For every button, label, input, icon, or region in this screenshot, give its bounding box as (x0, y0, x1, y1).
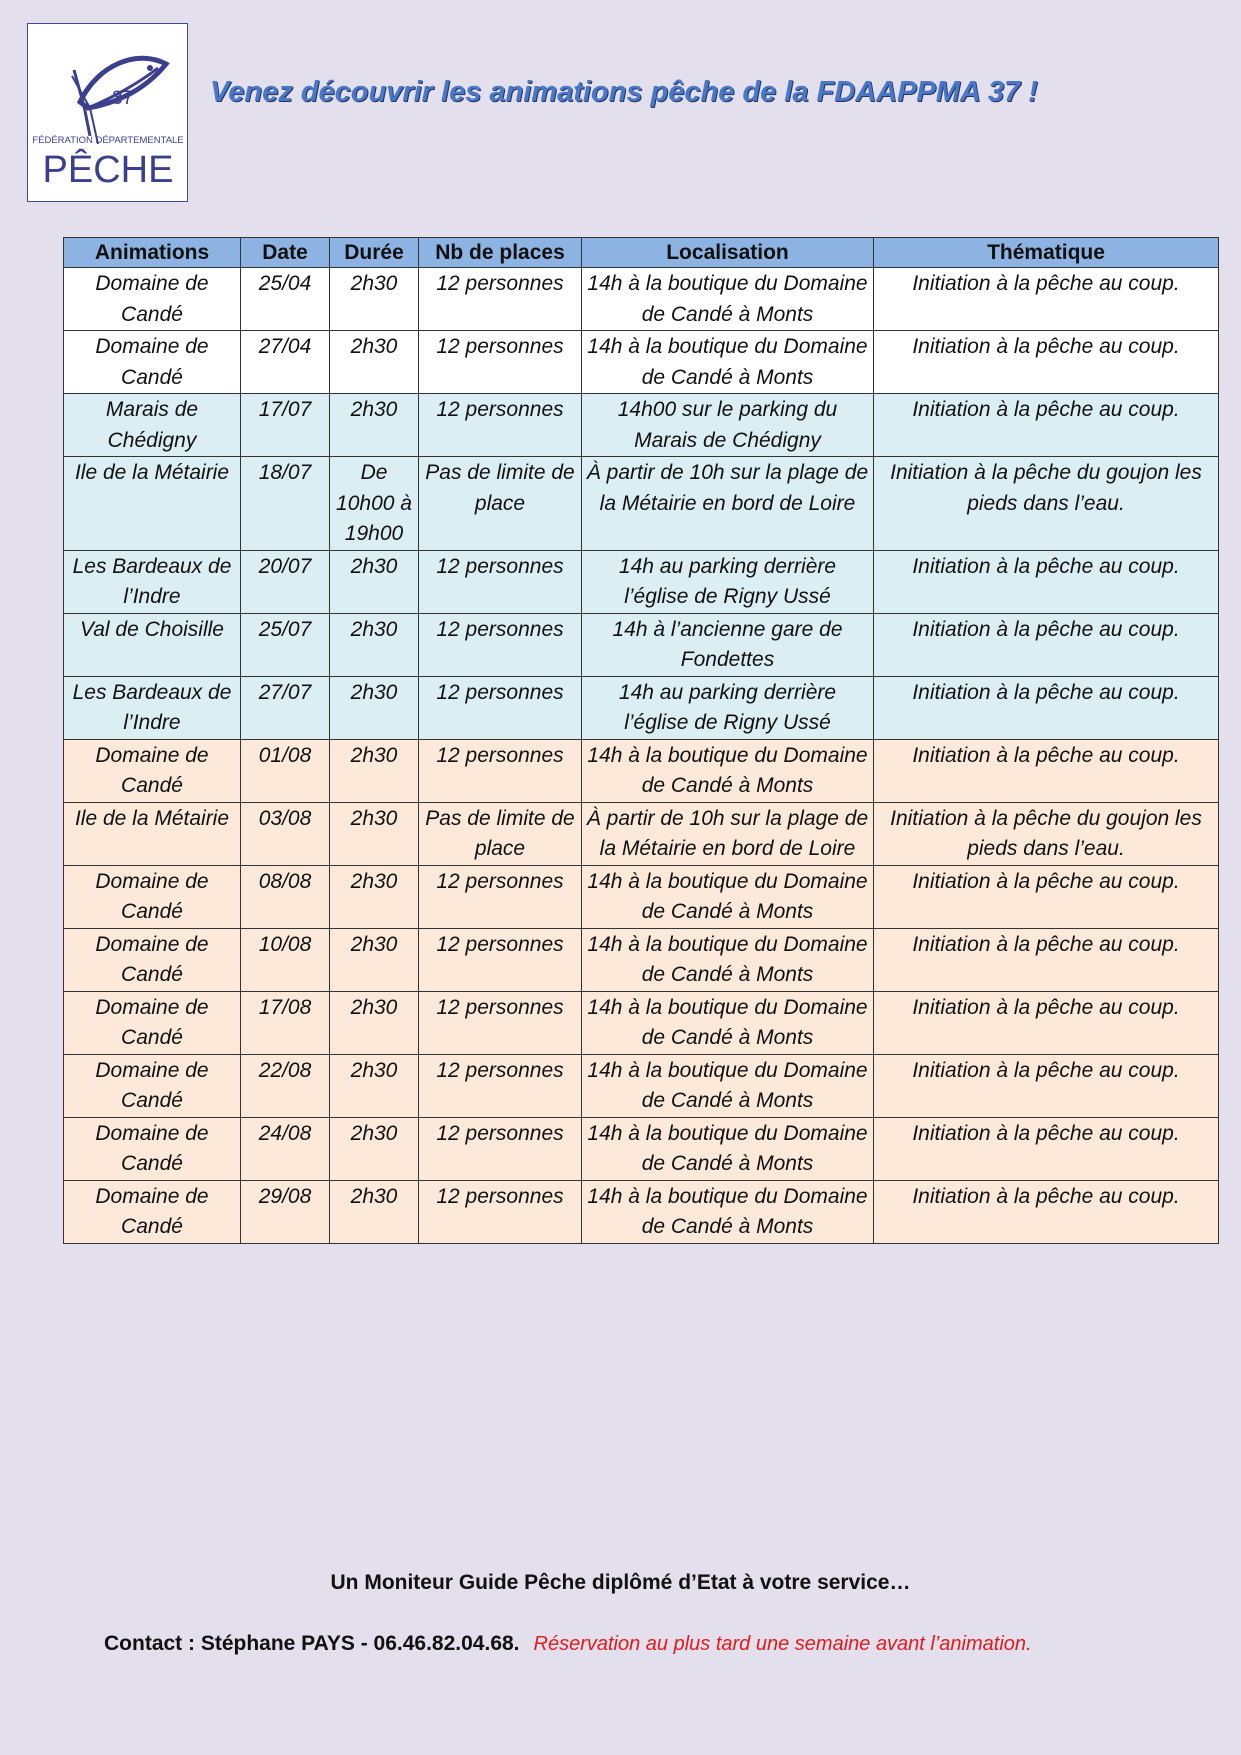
table-row (64, 991, 1219, 1054)
cell-thematique: Initiation à la pêche au coup. (874, 268, 1219, 331)
cell-date: 10/08 (241, 928, 330, 991)
cell-date: 18/07 (241, 457, 330, 551)
cell-animation: Domaine de Candé (64, 331, 241, 394)
cell-localisation: 14h00 sur le parking du Marais de Chédigny (582, 394, 874, 457)
cell-thematique: Initiation à la pêche au coup. (874, 394, 1219, 457)
page-title: Venez découvrir les animations pêche de la FDAAPPMA 37 ! (210, 76, 1038, 108)
cell-duree: De 10h00 à 19h00 (330, 457, 419, 551)
cell-animation: Domaine de Candé (64, 865, 241, 928)
cell-date: 27/07 (241, 676, 330, 739)
cell-places: 12 personnes (419, 268, 582, 331)
table-row (64, 739, 1219, 802)
cell-localisation: 14h à la boutique du Domaine de Candé à Monts (582, 928, 874, 991)
cell-localisation: 14h à la boutique du Domaine de Candé à Monts (582, 1180, 874, 1243)
cell-places: 12 personnes (419, 1117, 582, 1180)
cell-localisation: 14h à la boutique du Domaine de Candé à Monts (582, 1117, 874, 1180)
cell-duree: 2h30 (330, 331, 419, 394)
cell-thematique: Initiation à la pêche au coup. (874, 865, 1219, 928)
cell-thematique: Initiation à la pêche au coup. (874, 991, 1219, 1054)
cell-date: 01/08 (241, 739, 330, 802)
cell-animation: Domaine de Candé (64, 991, 241, 1054)
cell-localisation: 14h au parking derrière l’église de Rigny Ussé (582, 550, 874, 613)
cell-date: 17/07 (241, 394, 330, 457)
cell-places: 12 personnes (419, 991, 582, 1054)
table-row (64, 394, 1219, 457)
cell-animation: Ile de la Métairie (64, 457, 241, 551)
table-header-row (64, 238, 1219, 268)
cell-thematique: Initiation à la pêche au coup. (874, 1180, 1219, 1243)
table-row (64, 1180, 1219, 1243)
cell-duree: 2h30 (330, 865, 419, 928)
logo-number: 37 (112, 88, 134, 109)
cell-duree: 2h30 (330, 394, 419, 457)
cell-date: 08/08 (241, 865, 330, 928)
fish-icon (28, 24, 189, 203)
cell-places: 12 personnes (419, 865, 582, 928)
table-row (64, 928, 1219, 991)
cell-animation: Domaine de Candé (64, 739, 241, 802)
cell-animation: Les Bardeaux de l’Indre (64, 676, 241, 739)
cell-duree: 2h30 (330, 613, 419, 676)
service-line: Un Moniteur Guide Pêche diplômé d’Etat à votre service… (330, 1571, 911, 1594)
header-animations: Animations (64, 238, 241, 268)
animations-table (63, 237, 1219, 1244)
cell-thematique: Initiation à la pêche au coup. (874, 928, 1219, 991)
cell-places: Pas de limite de place (419, 802, 582, 865)
cell-date: 27/04 (241, 331, 330, 394)
cell-thematique: Initiation à la pêche au coup. (874, 550, 1219, 613)
header-thematique: Thématique (874, 238, 1219, 268)
header-duree: Durée (330, 238, 419, 268)
cell-duree: 2h30 (330, 550, 419, 613)
table-row (64, 331, 1219, 394)
federation-logo (27, 23, 188, 202)
table-row (64, 457, 1219, 551)
contact-info: Contact : Stéphane PAYS - 06.46.82.04.68. (104, 1632, 520, 1655)
table-row (64, 1117, 1219, 1180)
table-row (64, 865, 1219, 928)
cell-thematique: Initiation à la pêche au coup. (874, 676, 1219, 739)
cell-places: 12 personnes (419, 394, 582, 457)
header-localisation: Localisation (582, 238, 874, 268)
cell-animation: Les Bardeaux de l’Indre (64, 550, 241, 613)
table-row (64, 676, 1219, 739)
cell-localisation: 14h à l’ancienne gare de Fondettes (582, 613, 874, 676)
cell-date: 03/08 (241, 802, 330, 865)
table-row (64, 1054, 1219, 1117)
cell-thematique: Initiation à la pêche du goujon les pieds dans l’eau. (874, 457, 1219, 551)
cell-animation: Ile de la Métairie (64, 802, 241, 865)
cell-duree: 2h30 (330, 1054, 419, 1117)
logo-word: PÊCHE (42, 149, 174, 191)
cell-thematique: Initiation à la pêche au coup. (874, 739, 1219, 802)
cell-date: 22/08 (241, 1054, 330, 1117)
cell-thematique: Initiation à la pêche au coup. (874, 1117, 1219, 1180)
cell-duree: 2h30 (330, 268, 419, 331)
cell-duree: 2h30 (330, 991, 419, 1054)
cell-animation: Domaine de Candé (64, 1117, 241, 1180)
table-row (64, 268, 1219, 331)
cell-date: 25/07 (241, 613, 330, 676)
cell-date: 25/04 (241, 268, 330, 331)
cell-duree: 2h30 (330, 928, 419, 991)
cell-duree: 2h30 (330, 1117, 419, 1180)
cell-localisation: 14h à la boutique du Domaine de Candé à Monts (582, 1054, 874, 1117)
cell-animation: Marais de Chédigny (64, 394, 241, 457)
cell-thematique: Initiation à la pêche au coup. (874, 1054, 1219, 1117)
cell-localisation: 14h à la boutique du Domaine de Candé à Monts (582, 268, 874, 331)
cell-places: 12 personnes (419, 1180, 582, 1243)
cell-localisation: 14h à la boutique du Domaine de Candé à Monts (582, 331, 874, 394)
table-row (64, 802, 1219, 865)
cell-places: Pas de limite de place (419, 457, 582, 551)
cell-places: 12 personnes (419, 550, 582, 613)
reservation-note: Réservation au plus tard une semaine avant l’animation. (533, 1633, 1032, 1655)
cell-thematique: Initiation à la pêche au coup. (874, 331, 1219, 394)
table-row (64, 550, 1219, 613)
cell-localisation: 14h au parking derrière l’église de Rigny Ussé (582, 676, 874, 739)
cell-places: 12 personnes (419, 331, 582, 394)
cell-duree: 2h30 (330, 1180, 419, 1243)
cell-animation: Domaine de Candé (64, 268, 241, 331)
cell-animation: Domaine de Candé (64, 1180, 241, 1243)
cell-date: 29/08 (241, 1180, 330, 1243)
cell-localisation: 14h à la boutique du Domaine de Candé à Monts (582, 991, 874, 1054)
cell-date: 17/08 (241, 991, 330, 1054)
cell-thematique: Initiation à la pêche au coup. (874, 613, 1219, 676)
cell-animation: Domaine de Candé (64, 928, 241, 991)
cell-localisation: 14h à la boutique du Domaine de Candé à Monts (582, 739, 874, 802)
cell-thematique: Initiation à la pêche du goujon les pieds dans l’eau. (874, 802, 1219, 865)
header-date: Date (241, 238, 330, 268)
cell-animation: Val de Choisille (64, 613, 241, 676)
contact-line (104, 1632, 1032, 1656)
cell-places: 12 personnes (419, 613, 582, 676)
table-row (64, 613, 1219, 676)
cell-localisation: 14h à la boutique du Domaine de Candé à Monts (582, 865, 874, 928)
cell-duree: 2h30 (330, 676, 419, 739)
header-places: Nb de places (419, 238, 582, 268)
cell-places: 12 personnes (419, 1054, 582, 1117)
cell-places: 12 personnes (419, 928, 582, 991)
cell-duree: 2h30 (330, 802, 419, 865)
cell-duree: 2h30 (330, 739, 419, 802)
cell-date: 20/07 (241, 550, 330, 613)
cell-places: 12 personnes (419, 676, 582, 739)
logo-line: FÉDÉRATION DÉPARTEMENTALE (32, 135, 184, 146)
cell-places: 12 personnes (419, 739, 582, 802)
cell-localisation: À partir de 10h sur la plage de la Métairie en bord de Loire (582, 457, 874, 551)
cell-animation: Domaine de Candé (64, 1054, 241, 1117)
cell-localisation: À partir de 10h sur la plage de la Métairie en bord de Loire (582, 802, 874, 865)
cell-date: 24/08 (241, 1117, 330, 1180)
